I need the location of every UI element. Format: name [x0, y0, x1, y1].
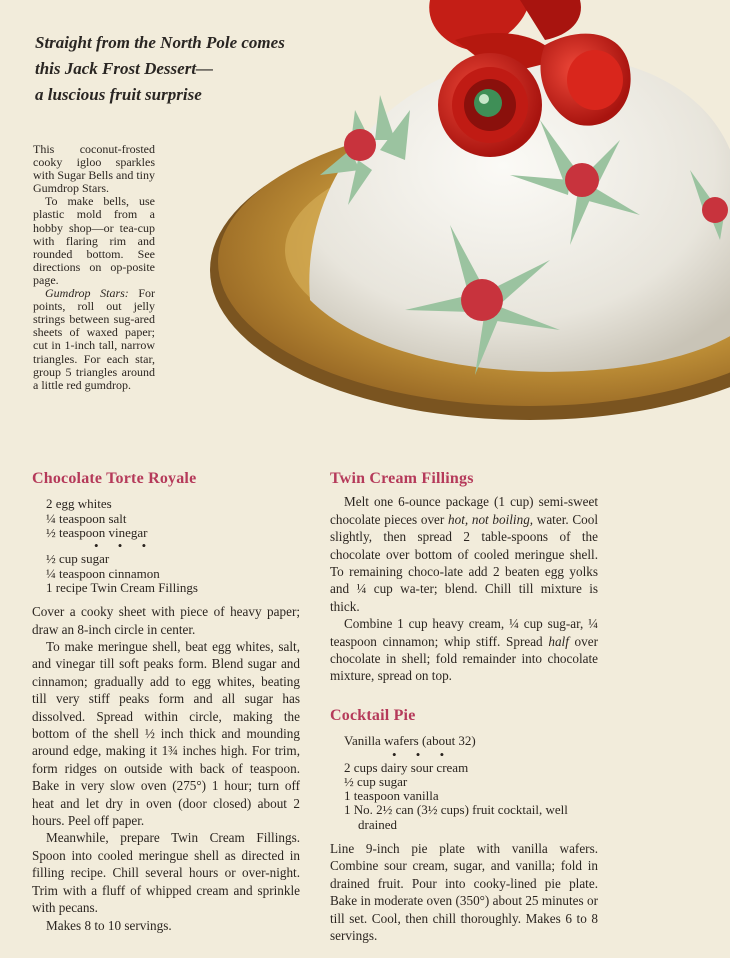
twin-paragraph-1	[330, 493, 598, 615]
torte-directions	[32, 603, 300, 934]
recipe-title-cocktail-pie: Cocktail Pie	[330, 706, 416, 724]
right-column	[330, 470, 598, 945]
ingredient-item: 1 No. 2½ can (3½ cups) fruit cocktail, well drained	[344, 802, 568, 832]
ingredient-item: Vanilla wafers (about 32)	[344, 733, 476, 749]
ingredient-item: ¼ teaspoon salt	[46, 510, 127, 526]
ingredient-list-cocktail	[344, 734, 598, 832]
twin-emphasis: half	[548, 633, 569, 649]
igloo-dessert-photo	[200, 0, 730, 450]
headline-line-3: a luscious fruit surprise	[35, 85, 202, 104]
ingredient-item: 2 cups dairy sour cream	[344, 759, 469, 775]
ingredient-item: ¼ teaspoon cinnamon	[46, 565, 160, 581]
ingredient-separator: • • •	[94, 538, 155, 554]
caption-gumdrop-text: For points, roll out jelly strings between sug-ared sheets of waxed paper; cut in 1-inch tall, narrow triangles. For each star, group 5 triangles around a little red gumdrop.	[33, 286, 155, 392]
twin-text: Melt one 6-ounce package (1 cup) semi-sweet chocolate pieces over	[330, 494, 598, 527]
ingredient-item: 1 teaspoon vanilla	[344, 788, 439, 804]
headline-line-2: this Jack Frost Dessert—	[35, 59, 214, 78]
torte-paragraph-1: Cover a cooky sheet with piece of heavy paper; draw an 8-inch circle in center.	[32, 604, 300, 637]
ingredient-item: ½ cup sugar	[344, 773, 408, 789]
ingredient-item: ½ teaspoon vinegar	[46, 525, 148, 540]
torte-servings: Makes 8 to 10 servings.	[46, 917, 172, 933]
recipe-title-torte: Chocolate Torte Royale	[32, 470, 197, 487]
photo-caption	[33, 143, 155, 392]
twin-cream-directions	[330, 493, 598, 684]
ingredient-separator: • • •	[392, 746, 453, 762]
ingredient-list-torte	[46, 497, 300, 595]
left-column	[32, 470, 300, 934]
caption-gumdrop-label: Gumdrop Stars:	[45, 286, 129, 301]
caption-paragraph-1: This coconut-frosted cooky igloo sparkles with Sugar Bells and tiny Gumdrop Stars.	[33, 142, 155, 196]
ingredient-item: 2 egg whites	[46, 496, 112, 512]
cocktail-directions	[330, 840, 598, 944]
caption-paragraph-2: To make bells, use plastic mold from a hobby shop—or tea-cup with flaring rim and rounded bottom. See directions on op-posite page.	[33, 194, 155, 287]
cocktail-paragraph-1: Line 9-inch pie plate with vanilla wafers. Combine sour cream, sugar, and vanilla; fold in drained fruit. Pour into cooky-lined pie plate. Bake in moderate oven (350°) about 25 minutes or till set. Cool, then chill thoroughly. Makes 6 to 8 servings.	[330, 841, 598, 944]
caption-paragraph-3	[33, 287, 155, 392]
igloo-dessert-illustration	[200, 0, 730, 450]
recipe-title-twin-cream: Twin Cream Fillings	[330, 470, 474, 487]
ingredient-item: 1 recipe Twin Cream Fillings	[46, 579, 198, 595]
headline-line-1: Straight from the North Pole comes	[35, 33, 285, 52]
twin-text: over chocolate in shell; fold remainder into chocolate mixture, spread on top.	[330, 633, 598, 684]
twin-text: Combine 1 cup heavy cream, ¼ cup sug-ar, ¼ teaspoon cinnamon; whip stiff. Spread	[330, 616, 598, 649]
twin-paragraph-2	[330, 615, 598, 685]
twin-text: water. Cool slightly, then spread 2 table-spoons of the chocolate over bottom of cooled meringue shell. To remaining choco-late add 2 beaten egg yolks and ¼ cup wa-ter; blend. Chill till mixture is thick.	[330, 511, 598, 614]
torte-paragraph-2: To make meringue shell, beat egg whites, salt, and vinegar till soft peaks form. Blend sugar and cinnamon; gradually add to egg whites, beating till very stiff peaks form and all sugar has dissolved. Spread within circle, making the bottom of the shell ½ inch thick and mounding around edge, making it 1¾ inches high. For trim, form ridges on outside with back of teaspoon. Bake in very slow oven (275°) 1 hour; turn off heat and let dry in oven (door closed) about 2 hours. Peel off paper.	[32, 639, 300, 829]
torte-paragraph-3: Meanwhile, prepare Twin Cream Fillings. Spoon into cooled meringue shell as directed in filling recipe. Chill several hours or over-night. Trim with a fluff of whipped cream and sprinkle with pecans.	[32, 830, 300, 916]
twin-emphasis: hot, not boiling,	[448, 511, 534, 527]
ingredient-item: ½ cup sugar	[46, 551, 110, 567]
